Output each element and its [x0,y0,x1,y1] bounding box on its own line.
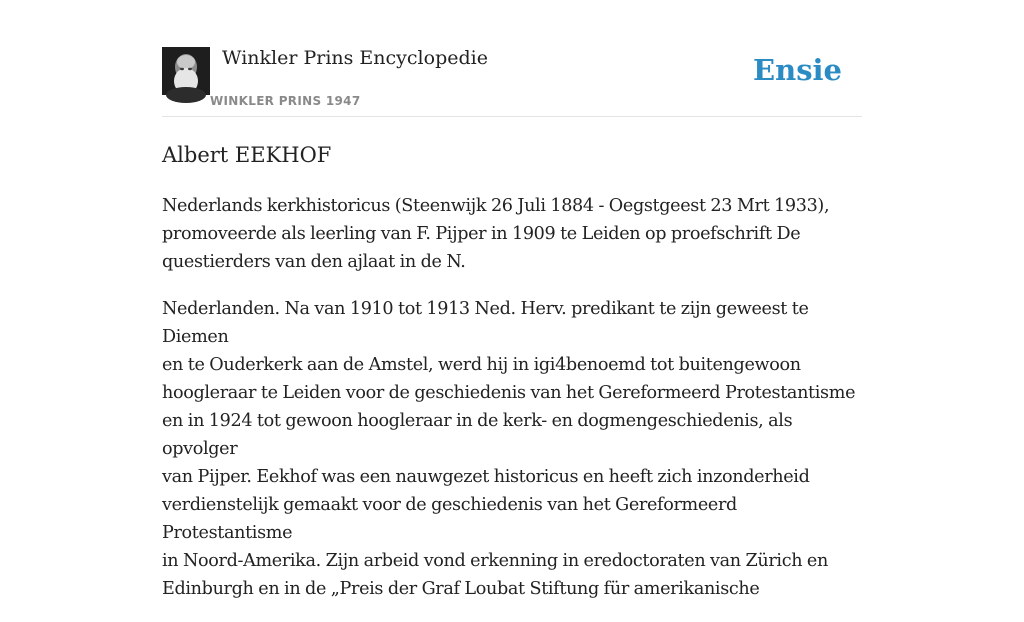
site-title[interactable]: Winkler Prins Encyclopedie [222,47,488,69]
text-line: in Noord-Amerika. Zijn arbeid vond erkenning in eredoctoraten van Zürich en [162,551,828,571]
source-label: WINKLER PRINS 1947 [210,94,361,108]
paragraph [162,192,862,276]
text-line: Nederlanden. Na van 1910 tot 1913 Ned. Herv. predikant te zijn geweest te Diemen [162,299,809,347]
text-line: Nederlands kerkhistoricus (Steenwijk 26 Juli 1884 - Oegstgeest 23 Mrt 1933), [162,196,830,216]
brand-logo[interactable]: Ensie [753,53,842,87]
text-line: en te Ouderkerk aan de Amstel, werd hij in igi4benoemd tot buitengewoon [162,355,801,375]
text-line: van Pijper. Eekhof was een nauwgezet historicus en heeft zich inzonderheid [162,467,810,487]
text-line: hoogleraar te Leiden voor de geschiedenis van het Gereformeerd Protestantisme [162,383,856,403]
text-line: en in 1924 tot gewoon hoogleraar in de kerk- en dogmengeschiedenis, als opvolger [162,411,793,459]
article-title: Albert EEKHOF [162,143,332,167]
text-line: promoveerde als leerling van F. Pijper in 1909 te Leiden op proefschrift De [162,224,801,244]
author-avatar[interactable] [162,47,210,95]
text-line: verdienstelijk gemaakt voor de geschiedenis van het Gereformeerd Protestantisme [162,495,737,543]
site-header [162,46,862,117]
paragraph [162,295,862,603]
text-line: questierders van den ajlaat in de N. [162,252,466,272]
text-line: Edinburgh en in de „Preis der Graf Loubat Stiftung für amerikanische [162,579,760,599]
portrait-image [162,47,210,95]
article-body [162,192,862,622]
